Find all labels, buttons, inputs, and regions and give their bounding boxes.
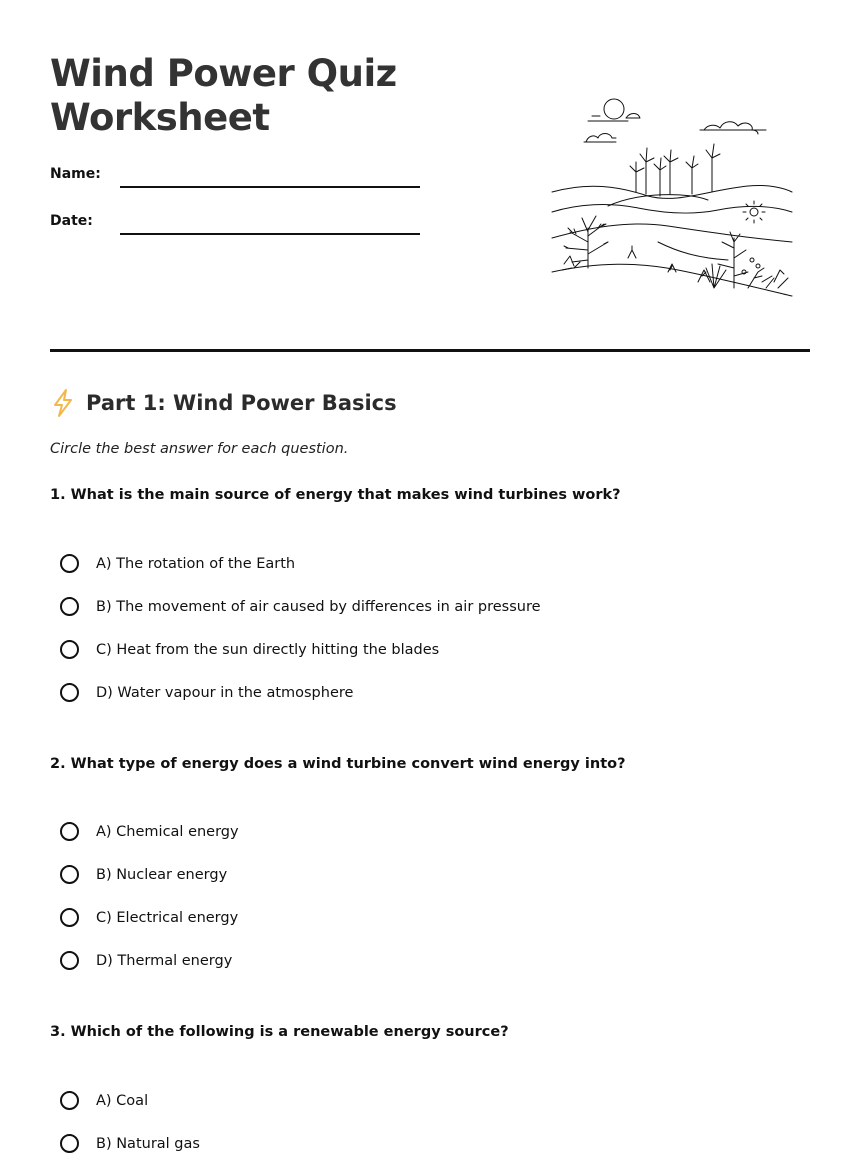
- answer-circle[interactable]: [60, 908, 79, 927]
- option-label: A) Chemical energy: [96, 823, 239, 840]
- question-1-option-b[interactable]: [60, 597, 541, 616]
- question-3-text: 3. Which of the following is a renewable energy source?: [50, 1024, 509, 1040]
- question-1-option-a[interactable]: [60, 554, 295, 573]
- wind-farm-illustration: [548, 92, 794, 302]
- sun-icon: [588, 99, 640, 121]
- name-label: Name:: [50, 166, 101, 182]
- option-label: D) Thermal energy: [96, 952, 233, 969]
- instructions-text: Circle the best answer for each question.: [50, 441, 349, 457]
- question-2-text: 2. What type of energy does a wind turbine convert wind energy into?: [50, 756, 626, 772]
- cloud-icon: [584, 122, 766, 142]
- question-2-option-b[interactable]: [60, 865, 227, 884]
- option-label: C) Electrical energy: [96, 909, 239, 926]
- option-label: C) Heat from the sun directly hitting the blades: [96, 641, 440, 658]
- option-label: D) Water vapour in the atmosphere: [96, 684, 354, 701]
- answer-circle[interactable]: [60, 822, 79, 841]
- option-label: B) The movement of air caused by differences in air pressure: [96, 598, 541, 615]
- option-label: B) Natural gas: [96, 1135, 200, 1152]
- worksheet-title: Wind Power Quiz Worksheet: [50, 52, 397, 139]
- answer-circle[interactable]: [60, 865, 79, 884]
- date-label: Date:: [50, 213, 93, 229]
- answer-circle[interactable]: [60, 640, 79, 659]
- answer-circle[interactable]: [60, 554, 79, 573]
- question-1-option-c[interactable]: [60, 640, 439, 659]
- answer-circle[interactable]: [60, 951, 79, 970]
- answer-circle[interactable]: [60, 1134, 79, 1153]
- option-label: B) Nuclear energy: [96, 866, 228, 883]
- question-2-option-c[interactable]: [60, 908, 238, 927]
- date-field[interactable]: [120, 233, 420, 235]
- name-field[interactable]: [120, 186, 420, 188]
- question-2-option-a[interactable]: [60, 822, 239, 841]
- section-divider: [50, 349, 810, 352]
- wind-turbine-icon: [630, 144, 720, 196]
- option-label: A) The rotation of the Earth: [96, 555, 296, 572]
- lightning-bolt-icon: [50, 388, 76, 418]
- question-3-option-b[interactable]: [60, 1134, 200, 1153]
- answer-circle[interactable]: [60, 1091, 79, 1110]
- option-label: A) Coal: [96, 1092, 149, 1109]
- question-2-option-d[interactable]: [60, 951, 232, 970]
- question-1-text: 1. What is the main source of energy that makes wind turbines work?: [50, 487, 621, 503]
- flower-icon: [743, 201, 765, 223]
- part-1-heading: [50, 388, 397, 418]
- question-1-option-d[interactable]: [60, 683, 353, 702]
- answer-circle[interactable]: [60, 683, 79, 702]
- part-1-title: Part 1: Wind Power Basics: [86, 391, 397, 415]
- question-3-option-a[interactable]: [60, 1091, 148, 1110]
- answer-circle[interactable]: [60, 597, 79, 616]
